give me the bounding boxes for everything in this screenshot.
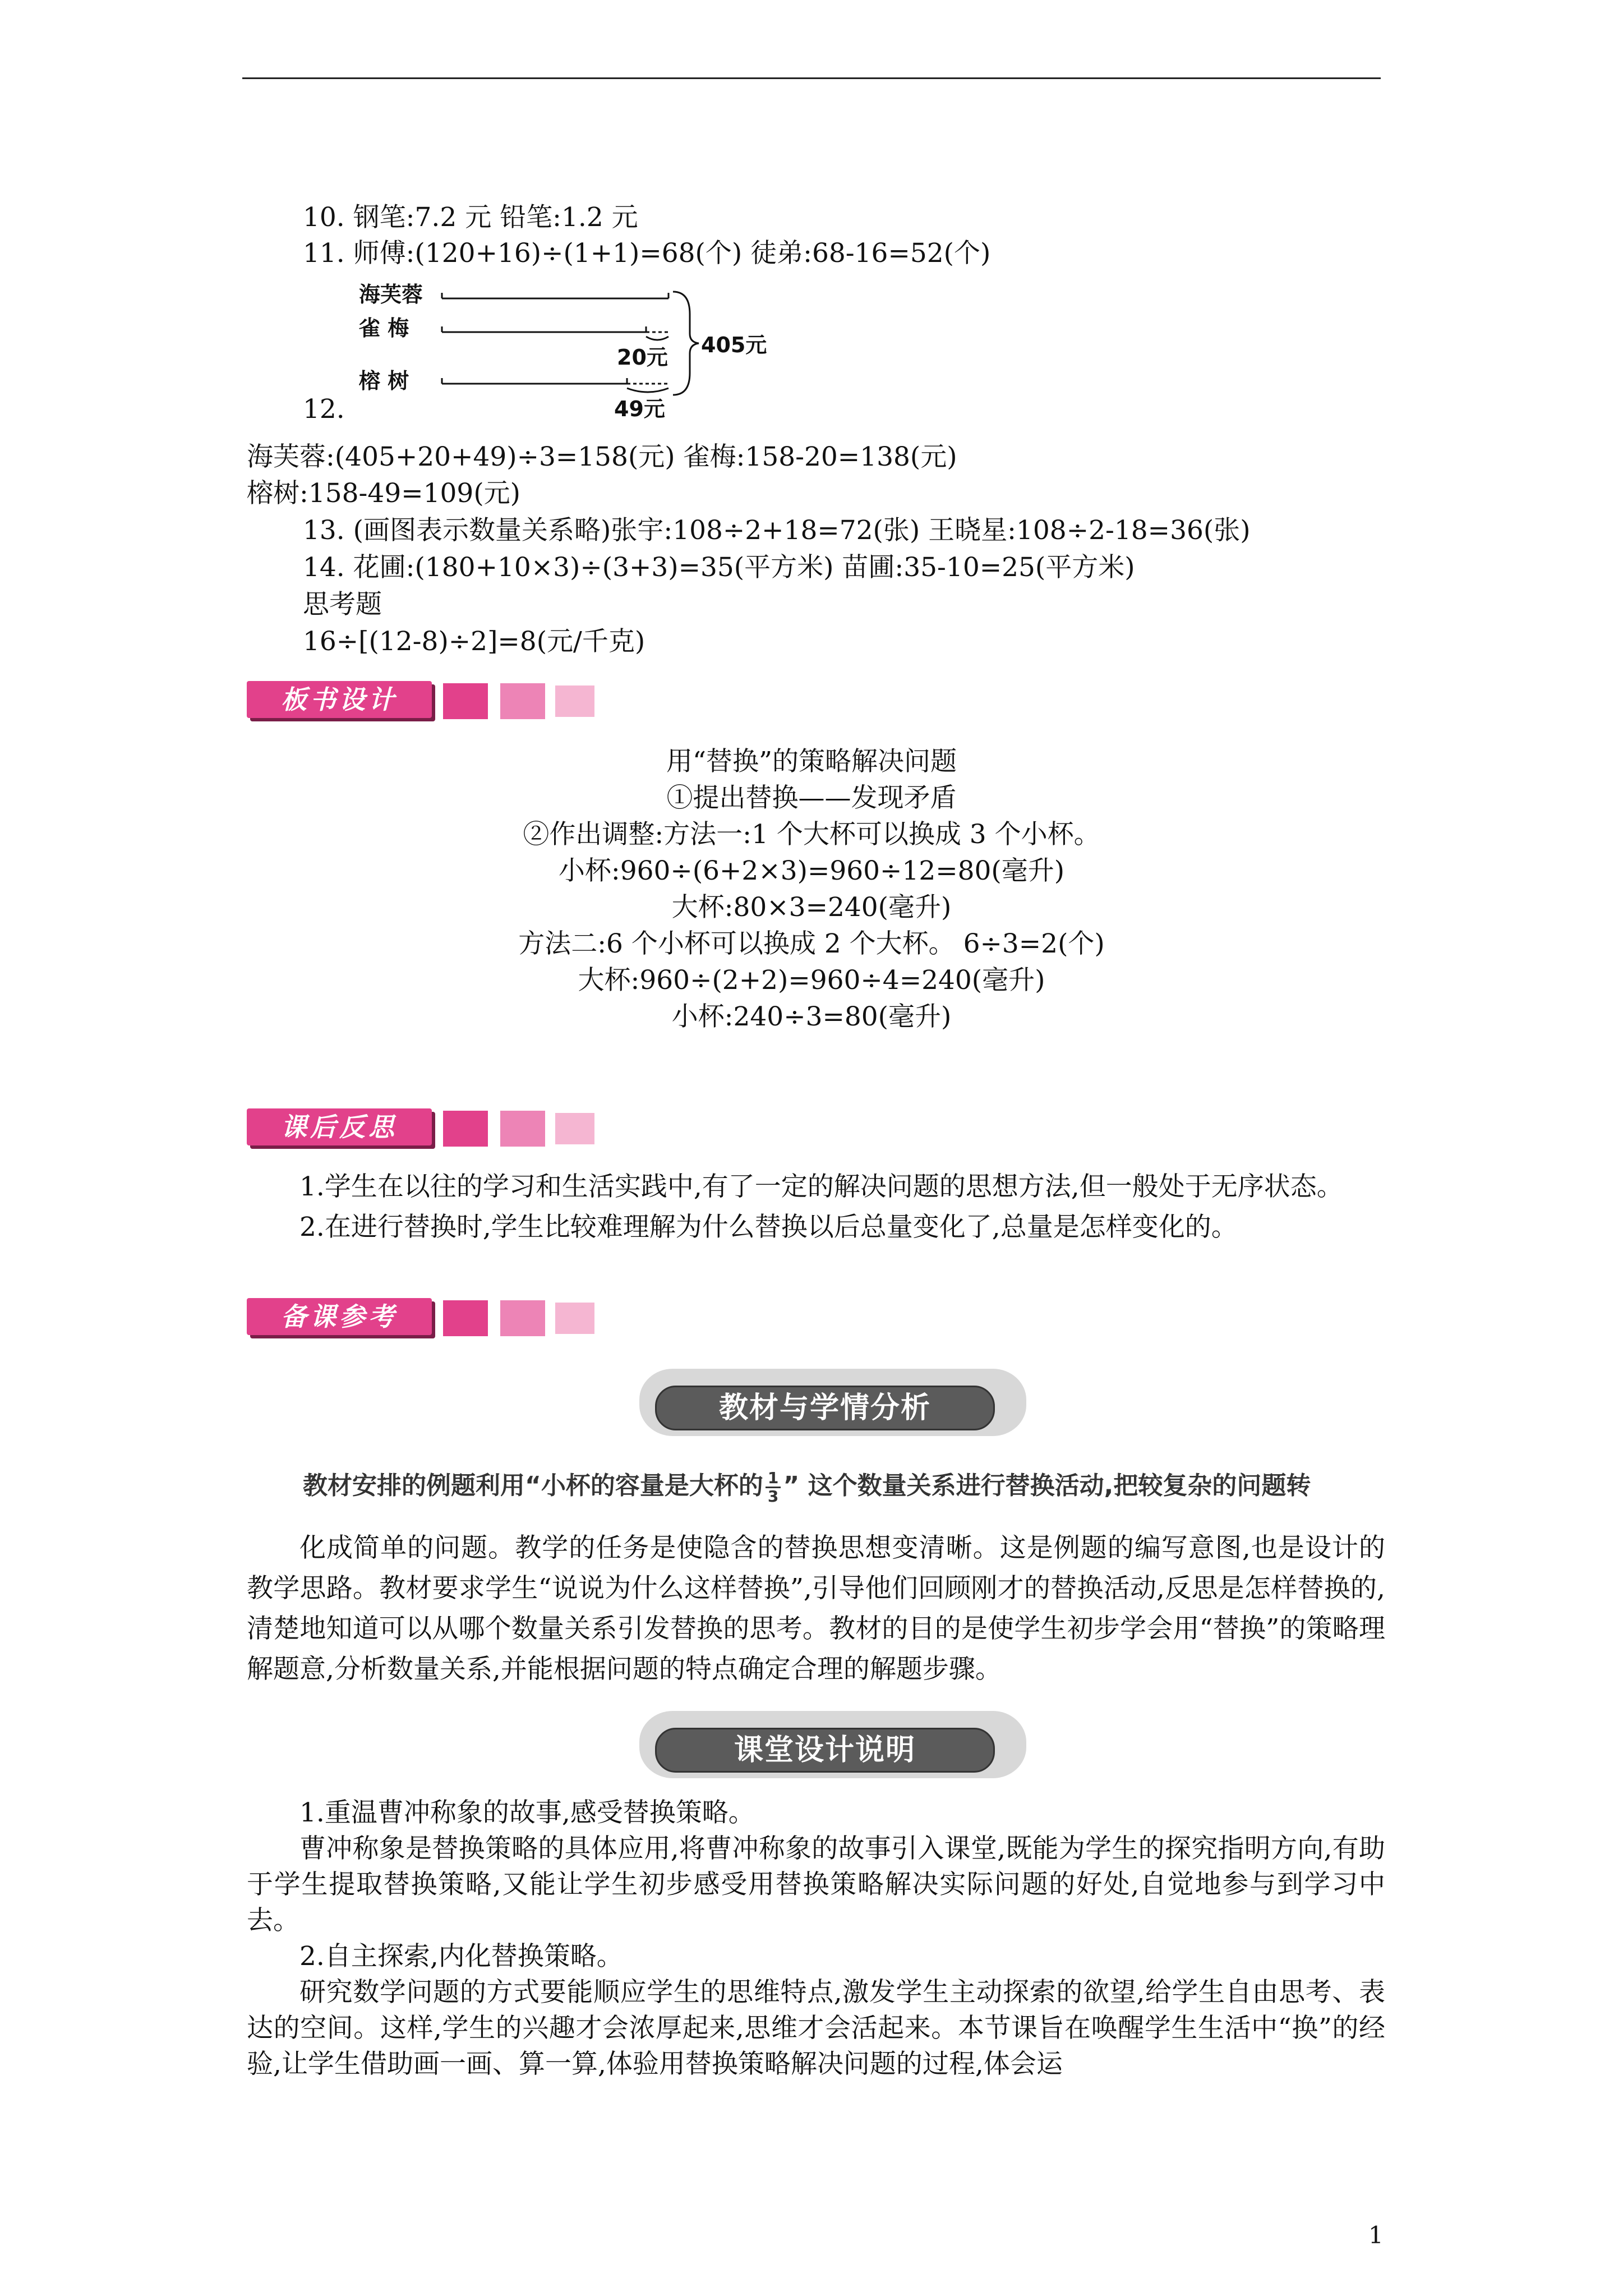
answer-10: 10. 钢笔:7.2 元 铅笔:1.2 元 [303,202,638,233]
section-title: 板书设计 [281,684,398,715]
board-line-6: 方法二:6 个小杯可以换成 2 个大杯。 6÷3=2(个) [518,928,1105,959]
banner-pill [655,1728,995,1773]
analysis-lead-pre: 教材安排的例题利用“小杯的容量是大杯的 [303,1471,763,1500]
total-brace [673,292,699,395]
answer-12-line2: 榕树:158-49=109(元) [247,478,520,509]
fraction-denominator: 3 [767,1487,779,1506]
analysis-text [247,1528,1385,1690]
analysis-p1: 化成简单的问题。教学的任务是使隐含的替换思想变清晰。这是例题的编写意图,也是设计的教学思路。教材要求学生“说说为什么这样替换”,引导他们回顾刚才的替换活动,反思是怎样替换的,清楚地知道可以从哪个数量关系引发替换的思考。教材的目的是使学生初步学会用“替换”的策略理解题意,分析数量关系,并能根据问题的特点确定合理的解题步骤。 [247,1533,1385,1685]
line-segment-diagram [359,280,808,426]
board-line-5: 大杯:80×3=240(毫升) [671,892,952,923]
board-line-4: 小杯:960÷(6+2×3)=960÷12=80(毫升) [558,855,1065,886]
decor-square [443,1111,488,1147]
total-405: 405元 [701,333,767,357]
think-answer: 16÷[(12-8)÷2]=8(元/千克) [303,626,645,657]
reflection-text [247,1167,1385,1248]
answer-14: 14. 花圃:(180+10×3)÷(3+3)=35(平方米) 苗圃:35-10=25(平方米) [303,552,1135,583]
decor-square [555,1303,594,1334]
section-title: 课后反思 [281,1112,398,1142]
page-number: 1 [1368,2221,1384,2249]
decor-square [443,1300,488,1336]
brace-49 [627,388,668,392]
banner-design [639,1711,1026,1784]
decor-square [443,683,488,719]
board-line-8: 小杯:240÷3=80(毫升) [671,1001,952,1032]
think-title: 思考题 [303,589,382,620]
answer-11: 11. 师傅:(120+16)÷(1+1)=68(个) 徒弟:68-16=52(个) [303,238,991,269]
decor-square [500,1111,545,1147]
analysis-lead [303,1465,1311,1505]
design-p1: 曹冲称象是替换策略的具体应用,将曹冲称象的故事引入课堂,既能为学生的探究指明方向,有助于学生提取替换策略,又能让学生初步感受用替换策略解决实际问题的好处,自觉地参与到学习中去。 [247,1833,1385,1936]
banner-pill [655,1386,995,1430]
decor-square [500,683,545,719]
label-quemei: 雀 梅 [359,316,409,341]
answer-12-line1: 海芙蓉:(405+20+49)÷3=158(元) 雀梅:158-20=138(元) [247,441,957,472]
decor-square [555,1113,594,1144]
board-line-7: 大杯:960÷(2+2)=960÷4=240(毫升) [578,965,1045,996]
design-text [247,1795,1385,2082]
reflection-p1: 1.学生在以往的学习和生活实践中,有了一定的解决问题的思想方法,但一般处于无序状态。 [299,1171,1343,1202]
diff-49: 49元 [614,397,665,421]
reflection-p2: 2.在进行替换时,学生比较难理解为什么替换以后总量变化了,总量是怎样变化的。 [299,1212,1238,1243]
design-h2: 2.自主探索,内化替换策略。 [299,1941,623,1972]
section-tag [247,1108,432,1145]
brace-20 [646,337,668,340]
banner-title: 课堂设计说明 [734,1733,916,1767]
answer-12: 12. [303,394,345,425]
section-tag [247,681,432,718]
section-title: 备课参考 [281,1301,398,1332]
fraction-one-third [766,1470,781,1505]
decor-square [555,685,594,717]
board-line-1: 用“替换”的策略解决问题 [666,746,957,777]
diff-20: 20元 [617,345,668,370]
banner-title: 教材与学情分析 [718,1391,931,1425]
label-haifurong: 海芙蓉 [359,282,423,307]
fraction-numerator: 1 [766,1470,781,1488]
header-rule [242,77,1381,79]
section-tag [247,1298,432,1335]
design-p2: 研究数学问题的方式要能顺应学生的思维特点,激发学生主动探索的欲望,给学生自由思考、表达的空间。这样,学生的兴趣才会浓厚起来,思维才会活起来。本节课旨在唤醒学生生活中“换”的经验,让学生借助画一画、算一算,体验用替换策略解决问题的过程,体会运 [247,1977,1385,2079]
banner-analysis [639,1369,1026,1442]
board-line-2: ①提出替换——发现矛盾 [666,783,957,813]
board-line-3: ②作出调整:方法一:1 个大杯可以换成 3 个小杯。 [523,819,1100,850]
answer-13: 13. (画图表示数量关系略)张宇:108÷2+18=72(张) 王晓星:108÷2-18=36(张) [303,515,1251,546]
decor-square [500,1300,545,1336]
label-rongshu: 榕 树 [359,369,409,393]
design-h1: 1.重温曹冲称象的故事,感受替换策略。 [299,1797,755,1828]
analysis-lead-post: ” 这个数量关系进行替换活动,把较复杂的问题转 [783,1471,1311,1500]
